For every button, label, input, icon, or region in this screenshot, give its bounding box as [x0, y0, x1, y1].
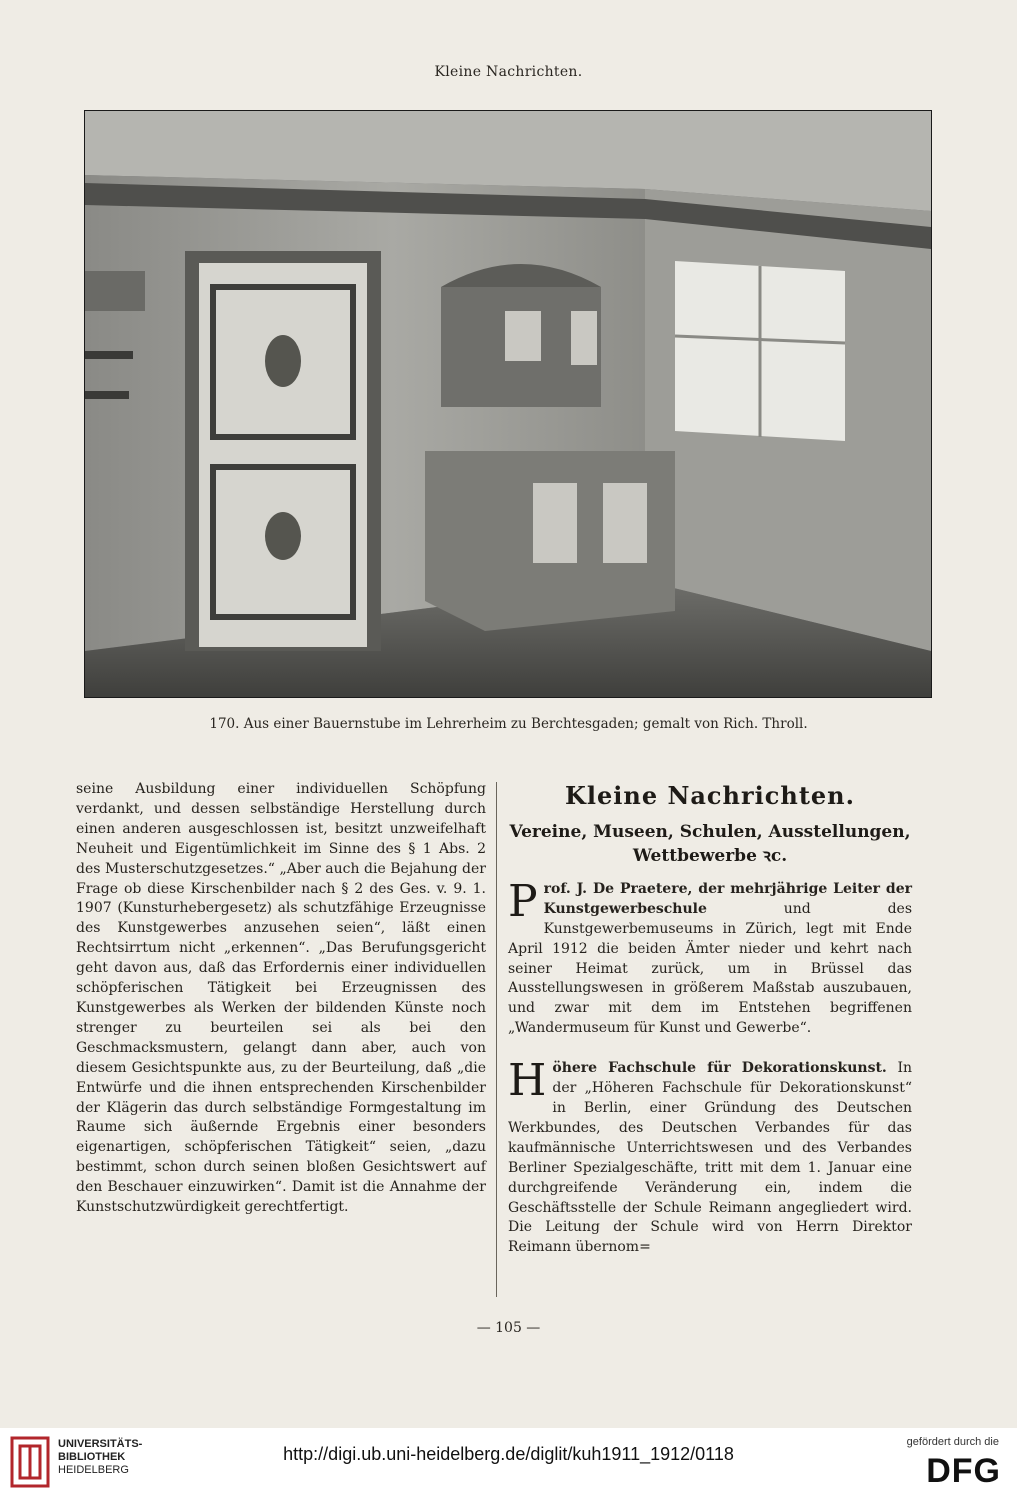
- news-entry-fachschule: [508, 1055, 913, 1258]
- entry-lead: rof. J. De Praetere, der mehrjährige Leiter der Kunstgewerbeschule: [543, 880, 912, 917]
- wall-pistol-upper: [85, 351, 133, 359]
- farmhouse-room-photo: [85, 111, 931, 697]
- funder-label: gefördert durch die: [906, 1436, 999, 1448]
- library-name-line1: UNIVERSITÄTS-: [58, 1438, 143, 1450]
- figure-caption: 170. Aus einer Bauernstube im Lehrerheim zu Berchtesgaden; gemalt von Rich. Throll.: [209, 716, 808, 732]
- entry-body: und des Kunstgewerbemuseums in Zürich, legt mit Ende April 1912 die beiden Ämter nieder und kehrt nach seiner Heimat zurück, um in Brüssel das Ausstellungswesen in größerem Maßstab auszubauen, und zwar mit dem im Entstehen begriffenen „Wandermuseum für Kunst und Gewerbe“.: [508, 900, 912, 1037]
- dropcap: H: [508, 1055, 547, 1107]
- door-vase-ornament-upper: [265, 335, 301, 387]
- photo-plate: [84, 110, 932, 698]
- dfg-logo: DFG: [926, 1452, 1001, 1490]
- column-divider: [496, 782, 497, 1297]
- section-subtitle: [508, 820, 912, 868]
- news-entry-praetere: [508, 875, 912, 1039]
- entry-body: In der „Höheren Fachschule für Dekorationskunst“ in Berlin, einer Gründung des Deutschen Werkbundes, des Deutschen Verbandes für das kaufmännische Unterrichtswesen und des Verbandes Berliner Spezialgeschäfte, tritt mit dem 1. Januar eine durchgreifende Veränderung ein, indem die Geschäftsstelle der Schule Reimann angegliedert wird. Die Leitung der Schule wird von Herrn Direktor Reimann übernom=: [508, 1060, 913, 1256]
- door: [199, 263, 367, 647]
- wall-pistol-lower: [85, 391, 129, 399]
- library-name-line3: HEIDELBERG: [58, 1464, 129, 1476]
- section-subtitle-line2: Wettbewerbe ꝛc.: [632, 845, 788, 866]
- left-column: [76, 780, 486, 1218]
- section-title: Kleine Nachrichten.: [565, 781, 855, 810]
- cupboard-door-painting-left: [533, 483, 577, 563]
- door-vase-ornament-lower: [265, 512, 301, 560]
- cupboard-painting-left: [505, 311, 541, 361]
- section-subtitle-line1: Vereine, Museen, Schulen, Ausstellungen,: [509, 821, 911, 842]
- permalink-url[interactable]: http://digi.ub.uni-heidelberg.de/diglit/kuh1911_1912/0118: [283, 1444, 734, 1464]
- page-number: — 105 —: [476, 1320, 541, 1336]
- running-head: Kleine Nachrichten.: [434, 64, 583, 80]
- right-column: [508, 780, 912, 1278]
- cupboard-door-painting-right: [603, 483, 647, 563]
- cupboard-painting-right: [571, 311, 597, 365]
- left-column-text: seine Ausbildung einer individuellen Schöpfung verdankt, und dessen selbständige Herstellung durch einen anderen ausgeschlossen ist, besitzt unzweifelhaft Neuheit und Eigentümlichkeit im Sinne des § 1 Abs. 2 des Musterschutzgesetzes.“ „Aber auch die Bejahung der Frage ob diese Kirschenbilder nach § 2 des Ges. v. 9. 1. 1907 (Kunsturhebergesetz) als schutzfähige Erzeugnisse des Kunstgewerbes anzusehen seien“, läßt einen Rechtsirrtum nicht „erkennen“. „Das Berufungsgericht geht davon aus, daß das Erfordernis einer individuellen schöpferischen Tätigkeit bei Erzeugnissen des Kunstgewerbes als Werken der bildenden Künste noch strenger zu beurteilen sei als bei den Geschmacksmustern, gelangt dann aber, auch von diesem Gesichtspunkte aus, zu der Beurteilung, daß „die Entwürfe und die ihnen entsprechenden Kirschenbilder der Klägerin das durch selbständige Formgestaltung im Raume sich äußernde Ergebnis einer besonders eigenartigen, schöpferischen Tätigkeit“ seien, „dazu bestimmt, schon durch seinen bloßen Gesichtswert auf den Beschauer einzuwirken“. Damit ist die Annahme der Kunstschutzwürdigkeit gerechtfertigt.: [76, 781, 486, 1216]
- entry-lead: öhere Fachschule für Dekorationskunst.: [552, 1060, 887, 1077]
- dropcap: P: [508, 875, 538, 927]
- wall-picture: [85, 271, 145, 311]
- library-name-line2: BIBLIOTHEK: [58, 1451, 126, 1463]
